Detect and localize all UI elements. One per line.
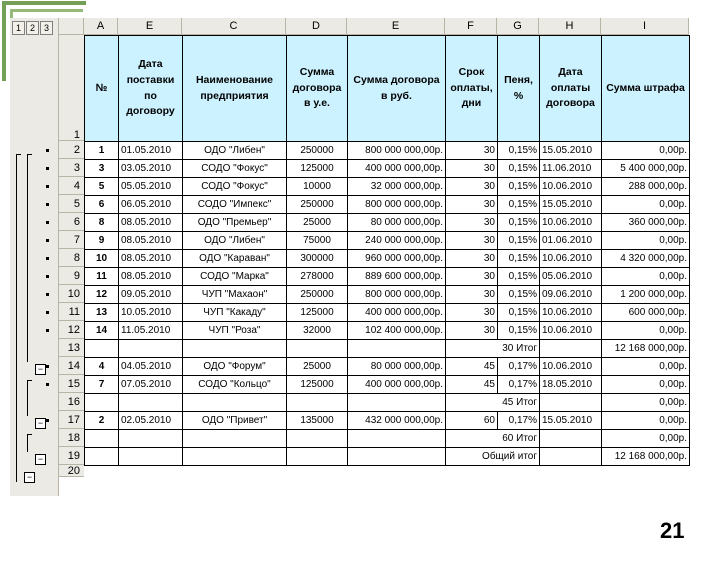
select-all-corner[interactable] bbox=[59, 18, 84, 35]
header-payment-term[interactable]: Срок оплаты, дни bbox=[446, 36, 498, 142]
row-header-6[interactable]: 6 bbox=[59, 213, 84, 231]
outline-detail-dot bbox=[46, 257, 49, 260]
cell-name[interactable]: ОДО "Привет" bbox=[183, 412, 287, 430]
cell-fine[interactable]: 0,00р. bbox=[602, 196, 690, 214]
cell-fine[interactable]: 600 000,00р. bbox=[602, 304, 690, 322]
cell-date[interactable]: 08.05.2010 bbox=[119, 250, 183, 268]
data-table bbox=[84, 35, 690, 478]
cell-date[interactable]: 04.05.2010 bbox=[119, 358, 183, 376]
cell-usd[interactable]: 278000 bbox=[287, 268, 348, 286]
cell-rub[interactable] bbox=[348, 394, 446, 412]
collapse-group3-button[interactable]: − bbox=[35, 454, 46, 465]
outline-level1-cap bbox=[16, 154, 21, 155]
cell-term[interactable]: 30 bbox=[446, 232, 498, 250]
header-amount-rub[interactable]: Сумма договора в руб. bbox=[348, 36, 446, 142]
cell-term[interactable]: 60 bbox=[446, 412, 498, 430]
cell-fine[interactable]: 0,00р. bbox=[602, 232, 690, 250]
cell-rub[interactable]: 240 000 000,00р. bbox=[348, 232, 446, 250]
row-header-11[interactable]: 11 bbox=[59, 303, 84, 321]
cell-name[interactable]: ОДО "Либен" bbox=[183, 232, 287, 250]
column-header-d[interactable]: D bbox=[286, 18, 347, 35]
table-row bbox=[85, 322, 690, 340]
table-row bbox=[85, 268, 690, 286]
cell-term[interactable]: 30 bbox=[446, 214, 498, 232]
cell-term[interactable]: 30 bbox=[446, 196, 498, 214]
cell-no[interactable]: 1 bbox=[85, 142, 119, 160]
cell-fine[interactable]: 5 400 000,00р. bbox=[602, 160, 690, 178]
cell-fine[interactable]: 4 320 000,00р. bbox=[602, 250, 690, 268]
cell-rub[interactable] bbox=[348, 430, 446, 448]
table-row bbox=[85, 304, 690, 322]
outline-level-2-button[interactable]: 2 bbox=[26, 21, 39, 35]
table-row bbox=[85, 250, 690, 268]
header-amount-usd[interactable]: Сумма договора в у.е. bbox=[287, 36, 348, 142]
outline-level-1-button[interactable]: 1 bbox=[12, 21, 25, 35]
cell-date[interactable]: 11.05.2010 bbox=[119, 322, 183, 340]
cell-term[interactable]: 30 bbox=[446, 250, 498, 268]
cell-date[interactable] bbox=[119, 448, 183, 466]
outline-detail-dot bbox=[46, 239, 49, 242]
row-header-9[interactable]: 9 bbox=[59, 267, 84, 285]
cell-fine[interactable]: 288 000,00р. bbox=[602, 178, 690, 196]
cell-usd[interactable]: 250000 bbox=[287, 196, 348, 214]
table-row bbox=[85, 196, 690, 214]
cell-subtotal-label[interactable]: 45 Итог bbox=[446, 394, 540, 412]
cell-rub[interactable] bbox=[348, 340, 446, 358]
collapse-group1-button[interactable]: − bbox=[35, 364, 46, 375]
cell-paid[interactable] bbox=[540, 430, 602, 448]
cell-fine[interactable]: 0,00р. bbox=[602, 358, 690, 376]
cell-paid[interactable]: 10.06.2010 bbox=[540, 178, 602, 196]
cell-name[interactable]: СОДО "Фокус" bbox=[183, 178, 287, 196]
cell-no[interactable]: 10 bbox=[85, 250, 119, 268]
subtotal-row bbox=[85, 340, 690, 358]
cell-rub[interactable]: 80 000 000,00р. bbox=[348, 358, 446, 376]
cell-name[interactable] bbox=[183, 394, 287, 412]
header-no[interactable]: № bbox=[85, 36, 119, 142]
cell-no[interactable]: 8 bbox=[85, 214, 119, 232]
cell-date[interactable]: 10.05.2010 bbox=[119, 304, 183, 322]
cell-penalty[interactable]: 0,17% bbox=[498, 376, 540, 394]
cell-penalty[interactable]: 0,15% bbox=[498, 268, 540, 286]
cell-penalty[interactable]: 0,15% bbox=[498, 142, 540, 160]
table-row bbox=[85, 178, 690, 196]
column-header-h[interactable]: H bbox=[539, 18, 601, 35]
outline-group1-cap bbox=[27, 154, 32, 155]
cell-rub[interactable]: 432 000 000,00р. bbox=[348, 412, 446, 430]
cell-no[interactable] bbox=[85, 394, 119, 412]
outline-detail-dot bbox=[46, 419, 49, 422]
cell-usd[interactable]: 135000 bbox=[287, 412, 348, 430]
cell-usd[interactable]: 125000 bbox=[287, 376, 348, 394]
cell-usd[interactable] bbox=[287, 430, 348, 448]
cell-name[interactable]: ОДО "Форум" bbox=[183, 358, 287, 376]
cell-rub[interactable] bbox=[348, 448, 446, 466]
cell-paid[interactable]: 10.06.2010 bbox=[540, 358, 602, 376]
table-row bbox=[85, 142, 690, 160]
cell-paid[interactable]: 05.06.2010 bbox=[540, 268, 602, 286]
cell-rub[interactable]: 800 000 000,00р. bbox=[348, 196, 446, 214]
column-header-g[interactable]: G bbox=[497, 18, 539, 35]
cell-date[interactable]: 08.05.2010 bbox=[119, 232, 183, 250]
row-header-16[interactable]: 16 bbox=[59, 393, 84, 411]
subtotal-row bbox=[85, 430, 690, 448]
cell-date[interactable]: 06.05.2010 bbox=[119, 196, 183, 214]
cell-paid[interactable] bbox=[540, 448, 602, 466]
cell-paid[interactable]: 10.06.2010 bbox=[540, 304, 602, 322]
collapse-group2-button[interactable]: − bbox=[35, 418, 46, 429]
cell-rub[interactable]: 400 000 000,00р. bbox=[348, 160, 446, 178]
cell-term[interactable]: 30 bbox=[446, 160, 498, 178]
cell-name[interactable]: ОДО "Либен" bbox=[183, 142, 287, 160]
cell-date[interactable]: 05.05.2010 bbox=[119, 178, 183, 196]
cell-fine[interactable]: 12 168 000,00р. bbox=[602, 448, 690, 466]
cell-date[interactable]: 08.05.2010 bbox=[119, 268, 183, 286]
cell-penalty[interactable]: 0,15% bbox=[498, 304, 540, 322]
empty-row-20 bbox=[85, 466, 690, 478]
outline-detail-dot bbox=[46, 149, 49, 152]
cell-rub[interactable]: 960 000 000,00р. bbox=[348, 250, 446, 268]
cell-penalty[interactable]: 0,15% bbox=[498, 178, 540, 196]
cell-name[interactable]: СОДО "Кольцо" bbox=[183, 376, 287, 394]
cell-usd[interactable]: 25000 bbox=[287, 214, 348, 232]
cell-no[interactable]: 12 bbox=[85, 286, 119, 304]
outline-group2-line bbox=[27, 380, 28, 416]
cell-usd[interactable]: 300000 bbox=[287, 250, 348, 268]
cell-penalty[interactable]: 0,15% bbox=[498, 322, 540, 340]
cell-usd[interactable]: 25000 bbox=[287, 358, 348, 376]
cell-no[interactable] bbox=[85, 448, 119, 466]
outline-detail-dot bbox=[46, 311, 49, 314]
cell-date[interactable]: 01.05.2010 bbox=[119, 142, 183, 160]
cell-date[interactable]: 02.05.2010 bbox=[119, 412, 183, 430]
outline-detail-dot bbox=[46, 203, 49, 206]
outline-detail-dot bbox=[46, 329, 49, 332]
cell-penalty[interactable]: 0,15% bbox=[498, 196, 540, 214]
row-header-1[interactable]: 1 bbox=[59, 35, 84, 141]
cell-no[interactable]: 3 bbox=[85, 160, 119, 178]
header-delivery-date[interactable]: Дата поставки по договору bbox=[119, 36, 183, 142]
outline-group3-line bbox=[27, 434, 28, 452]
cell-usd[interactable]: 250000 bbox=[287, 142, 348, 160]
cell-usd[interactable] bbox=[287, 448, 348, 466]
cell-date[interactable] bbox=[119, 340, 183, 358]
row-header-14[interactable]: 14 bbox=[59, 357, 84, 375]
subtotal-row bbox=[85, 448, 690, 466]
outline-level-3-button[interactable]: 3 bbox=[40, 21, 53, 35]
cell-usd[interactable]: 75000 bbox=[287, 232, 348, 250]
cell-term[interactable]: 30 bbox=[446, 178, 498, 196]
cell-paid[interactable]: 10.06.2010 bbox=[540, 214, 602, 232]
cell-fine[interactable]: 0,00р. bbox=[602, 268, 690, 286]
cell-paid[interactable]: 15.05.2010 bbox=[540, 412, 602, 430]
cell-fine[interactable]: 0,00р. bbox=[602, 376, 690, 394]
cell-rub[interactable]: 800 000 000,00р. bbox=[348, 142, 446, 160]
outline-group2-cap bbox=[27, 380, 32, 381]
cell-paid[interactable]: 09.06.2010 bbox=[540, 286, 602, 304]
outline-detail-dot bbox=[46, 221, 49, 224]
cell-penalty[interactable]: 0,17% bbox=[498, 412, 540, 430]
collapse-all-button[interactable]: − bbox=[24, 472, 35, 483]
outline-detail-dot bbox=[46, 275, 49, 278]
cell-term[interactable]: 30 bbox=[446, 322, 498, 340]
table-row bbox=[85, 160, 690, 178]
table-row bbox=[85, 286, 690, 304]
cell-penalty[interactable]: 0,15% bbox=[498, 160, 540, 178]
cell-no[interactable]: 4 bbox=[85, 358, 119, 376]
table-row bbox=[85, 376, 690, 394]
outline-detail-dot bbox=[46, 167, 49, 170]
cell-penalty[interactable]: 0,15% bbox=[498, 214, 540, 232]
cell-name[interactable] bbox=[183, 430, 287, 448]
row-header-17[interactable]: 17 bbox=[59, 411, 84, 429]
cell-term[interactable]: 45 bbox=[446, 358, 498, 376]
cell-name[interactable]: ЧУП "Махаон" bbox=[183, 286, 287, 304]
cell-usd[interactable]: 125000 bbox=[287, 160, 348, 178]
row-header-2[interactable]: 2 bbox=[59, 141, 84, 159]
cell-name[interactable]: СОДО "Импекс" bbox=[183, 196, 287, 214]
row-header-15[interactable]: 15 bbox=[59, 375, 84, 393]
cell-rub[interactable]: 889 600 000,00р. bbox=[348, 268, 446, 286]
cell-date[interactable]: 03.05.2010 bbox=[119, 160, 183, 178]
cell-date[interactable]: 09.05.2010 bbox=[119, 286, 183, 304]
row-header-20[interactable]: 20 bbox=[59, 465, 84, 477]
cell-rub[interactable]: 400 000 000,00р. bbox=[348, 304, 446, 322]
column-header-i[interactable]: I bbox=[601, 18, 689, 35]
cell-fine[interactable]: 0,00р. bbox=[602, 322, 690, 340]
outline-level1-line bbox=[16, 154, 17, 482]
cell-paid[interactable]: 15.05.2010 bbox=[540, 196, 602, 214]
cell-usd[interactable]: 125000 bbox=[287, 304, 348, 322]
column-header-a[interactable]: A bbox=[84, 18, 118, 35]
cell-no[interactable]: 13 bbox=[85, 304, 119, 322]
row-header-5[interactable]: 5 bbox=[59, 195, 84, 213]
row-header-19[interactable]: 19 bbox=[59, 447, 84, 465]
cell-no[interactable] bbox=[85, 430, 119, 448]
row-header-4[interactable]: 4 bbox=[59, 177, 84, 195]
cell-rub[interactable]: 400 000 000,00р. bbox=[348, 376, 446, 394]
cell-subtotal-label[interactable]: Общий итог bbox=[446, 448, 540, 466]
row-header-13[interactable]: 13 bbox=[59, 339, 84, 357]
table-row bbox=[85, 358, 690, 376]
column-header-c[interactable]: C bbox=[182, 18, 286, 35]
cell-date[interactable] bbox=[119, 394, 183, 412]
subtotal-row bbox=[85, 394, 690, 412]
cell-rub[interactable]: 80 000 000,00р. bbox=[348, 214, 446, 232]
cell-no[interactable]: 5 bbox=[85, 178, 119, 196]
header-payment-date[interactable]: Дата оплаты договора bbox=[540, 36, 602, 142]
cell-usd[interactable] bbox=[287, 394, 348, 412]
cell-term[interactable]: 30 bbox=[446, 286, 498, 304]
cell-no[interactable]: 6 bbox=[85, 196, 119, 214]
row-header-3[interactable]: 3 bbox=[59, 159, 84, 177]
cell-fine[interactable]: 0,00р. bbox=[602, 412, 690, 430]
row-header-18[interactable]: 18 bbox=[59, 429, 84, 447]
table-row bbox=[85, 412, 690, 430]
outline-group3-cap bbox=[27, 434, 32, 435]
cell-date[interactable] bbox=[119, 430, 183, 448]
outline-detail-dot bbox=[46, 293, 49, 296]
cell-term[interactable]: 45 bbox=[446, 376, 498, 394]
cell-no[interactable]: 7 bbox=[85, 376, 119, 394]
cell-paid[interactable] bbox=[540, 340, 602, 358]
cell-paid[interactable] bbox=[540, 394, 602, 412]
cell-fine[interactable]: 0,00р. bbox=[602, 142, 690, 160]
column-header-e2[interactable]: E bbox=[347, 18, 445, 35]
row-header-8[interactable]: 8 bbox=[59, 249, 84, 267]
header-company-name[interactable]: Наименование предприятия bbox=[183, 36, 287, 142]
cell-usd[interactable]: 10000 bbox=[287, 178, 348, 196]
cell-penalty[interactable]: 0,15% bbox=[498, 286, 540, 304]
cell-paid[interactable]: 10.06.2010 bbox=[540, 250, 602, 268]
cell-name[interactable]: ОДО "Премьер" bbox=[183, 214, 287, 232]
cell-penalty[interactable]: 0,15% bbox=[498, 232, 540, 250]
cell-no[interactable]: 2 bbox=[85, 412, 119, 430]
outline-gutter bbox=[10, 18, 59, 496]
cell-name[interactable] bbox=[183, 448, 287, 466]
cell-name[interactable]: СОДО "Марка" bbox=[183, 268, 287, 286]
cell-name[interactable] bbox=[183, 340, 287, 358]
table-row bbox=[85, 214, 690, 232]
cell-rub[interactable]: 102 400 000,00р. bbox=[348, 322, 446, 340]
table-row bbox=[85, 232, 690, 250]
cell-subtotal-label[interactable]: 60 Итог bbox=[446, 430, 540, 448]
page-number: 21 bbox=[660, 518, 685, 543]
column-header-f[interactable]: F bbox=[445, 18, 497, 35]
cell-no[interactable]: 14 bbox=[85, 322, 119, 340]
cell-penalty[interactable]: 0,17% bbox=[498, 358, 540, 376]
cell-date[interactable]: 08.05.2010 bbox=[119, 214, 183, 232]
outline-detail-dot bbox=[46, 383, 49, 386]
cell-no[interactable]: 9 bbox=[85, 232, 119, 250]
cell-fine[interactable]: 360 000,00р. bbox=[602, 214, 690, 232]
row-header-7[interactable]: 7 bbox=[59, 231, 84, 249]
cell-name[interactable]: ОДО "Караван" bbox=[183, 250, 287, 268]
header-row bbox=[85, 36, 690, 142]
cell-name[interactable]: ЧУП "Роза" bbox=[183, 322, 287, 340]
cell-term[interactable]: 30 bbox=[446, 268, 498, 286]
cell-penalty[interactable]: 0,15% bbox=[498, 250, 540, 268]
header-penalty[interactable]: Пеня, % bbox=[498, 36, 540, 142]
cell-paid[interactable]: 10.06.2010 bbox=[540, 322, 602, 340]
cell-paid[interactable]: 01.06.2010 bbox=[540, 232, 602, 250]
row-header-12[interactable]: 12 bbox=[59, 321, 84, 339]
row-header-10[interactable]: 10 bbox=[59, 285, 84, 303]
cell-rub[interactable]: 800 000 000,00р. bbox=[348, 286, 446, 304]
cell-fine[interactable]: 0,00р. bbox=[602, 394, 690, 412]
cell-no[interactable]: 11 bbox=[85, 268, 119, 286]
cell-name[interactable]: СОДО "Фокус" bbox=[183, 160, 287, 178]
cell-fine[interactable]: 1 200 000,00р. bbox=[602, 286, 690, 304]
outline-group1-line bbox=[27, 154, 28, 362]
cell-rub[interactable]: 32 000 000,00р. bbox=[348, 178, 446, 196]
cell-term[interactable]: 30 bbox=[446, 142, 498, 160]
cell-usd[interactable]: 32000 bbox=[287, 322, 348, 340]
cell-usd[interactable]: 250000 bbox=[287, 286, 348, 304]
outline-detail-dot bbox=[46, 365, 49, 368]
cell-date[interactable]: 07.05.2010 bbox=[119, 376, 183, 394]
cell-no[interactable] bbox=[85, 340, 119, 358]
column-header-e1[interactable]: E bbox=[118, 18, 182, 35]
cell-name[interactable]: ЧУП "Какаду" bbox=[183, 304, 287, 322]
cell-term[interactable]: 30 bbox=[446, 304, 498, 322]
cell-subtotal-label[interactable]: 30 Итог bbox=[446, 340, 540, 358]
cell-paid[interactable]: 11.06.2010 bbox=[540, 160, 602, 178]
spreadsheet bbox=[10, 18, 693, 496]
cell-usd[interactable] bbox=[287, 340, 348, 358]
cell-fine[interactable]: 12 168 000,00р. bbox=[602, 340, 690, 358]
outline-detail-dot bbox=[46, 185, 49, 188]
cell-paid[interactable]: 18.05.2010 bbox=[540, 376, 602, 394]
header-fine-amount[interactable]: Сумма штрафа bbox=[602, 36, 690, 142]
cell-paid[interactable]: 15.05.2010 bbox=[540, 142, 602, 160]
cell-fine[interactable]: 0,00р. bbox=[602, 430, 690, 448]
